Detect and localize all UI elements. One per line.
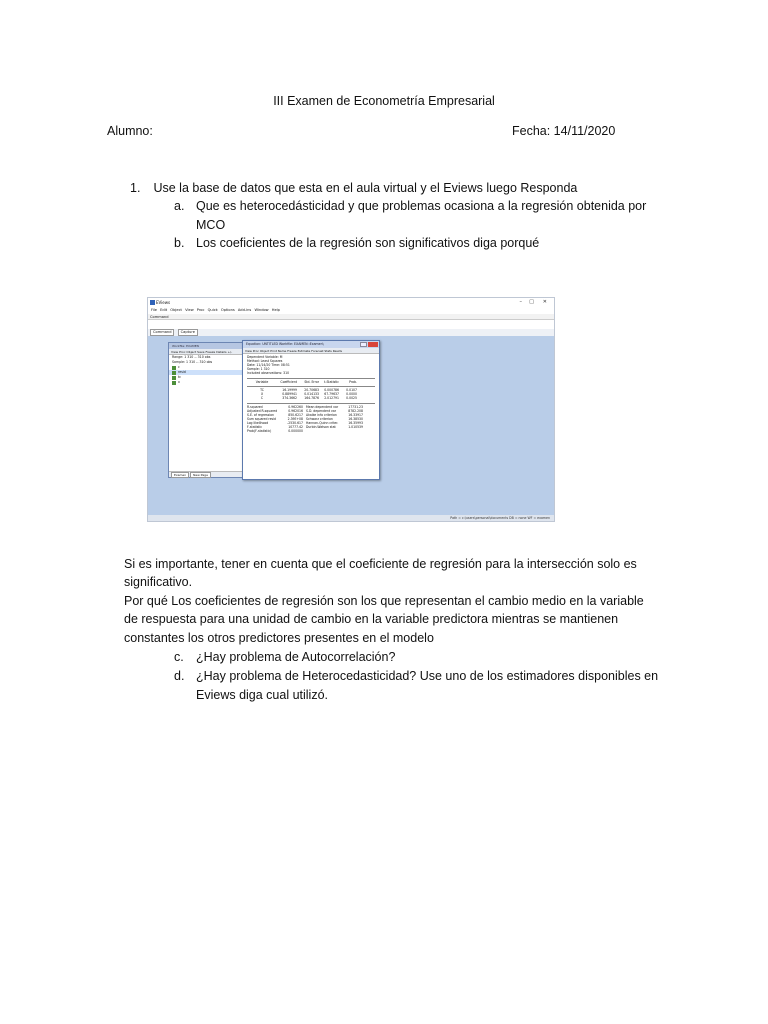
cell: Prob(F-statistic): [247, 428, 272, 433]
cell: 67.79637: [324, 392, 339, 397]
cell: 0.014133: [304, 392, 319, 397]
answer-line-3: Por qué Los coeficientes de regresión son los que representan el cambio medio en la variable: [124, 594, 644, 608]
question-b-text: Los coeficientes de la regresión son significativos diga porqué: [196, 236, 540, 250]
cell: 10777.42: [288, 424, 303, 429]
cell: Durbin-Watson stat: [306, 424, 336, 429]
cell: 0.962260: [288, 405, 303, 410]
question-b-label: b.: [174, 236, 185, 250]
series-icon: [172, 376, 176, 380]
tab-examen[interactable]: Examen: [171, 472, 189, 478]
answer-line-2: significativo.: [124, 575, 193, 589]
equation-title: Equation: UNTITLED Workfile: EXAMEN::Examen\: [246, 342, 324, 346]
question-a-label: a.: [174, 199, 185, 213]
question-d: [174, 669, 659, 683]
question-d-line2: Eviews diga cual utilizó.: [196, 688, 329, 702]
cell: 16.19999: [282, 388, 297, 393]
tab-command[interactable]: Command: [150, 329, 174, 336]
cell: 16.38530: [348, 416, 363, 421]
list-item-label: resid: [178, 370, 186, 374]
eviews-logo-icon: [150, 300, 155, 305]
cell: 8782.208: [348, 409, 363, 414]
maximize-icon[interactable]: □: [529, 299, 534, 305]
workfile-page-tabs: [169, 471, 249, 477]
workfile-range: Range: 1 310 -- 310 obs: [172, 355, 211, 359]
minimize-icon[interactable]: –: [519, 299, 522, 305]
stats-row: [247, 430, 375, 434]
answer-line-1: Si es importante, tener en cuenta que el coeficiente de regresión para la intersección solo es: [124, 557, 637, 571]
window-close-icon[interactable]: [368, 342, 378, 347]
eviews-menu-bar[interactable]: File Edit Object View Proc Quick Options Add-ins Window Help: [148, 307, 554, 314]
eviews-screenshot: [147, 297, 555, 522]
equation-window[interactable]: [242, 340, 380, 480]
eviews-title-bar: [148, 298, 554, 307]
tab-new-page[interactable]: New Page: [190, 472, 211, 478]
window-minimize-icon[interactable]: [360, 342, 367, 347]
command-tabs: [148, 329, 554, 336]
cell: Schwarz criterion: [306, 416, 333, 421]
equation-output: [243, 354, 379, 436]
answer-line-4: de respuesta para una unidad de cambio en la variable predictora mientras se mantienen: [124, 612, 619, 626]
tab-capture[interactable]: Capture: [178, 329, 198, 336]
col-header: t-Statistic: [324, 379, 339, 384]
page-title: III Examen de Econometría Empresarial: [273, 94, 495, 108]
cell: 2.012791: [324, 396, 339, 401]
question-a-line2: MCO: [196, 218, 226, 232]
list-item-label: c: [178, 365, 180, 369]
cell: 850.6217: [288, 412, 303, 417]
list-item-label: tc: [178, 375, 182, 379]
cell: S.E. of regression: [247, 412, 274, 417]
coef-icon: [172, 366, 176, 370]
cell: 2.39E+08: [287, 416, 303, 421]
question-a: [174, 199, 647, 213]
list-item-label: x: [178, 380, 180, 384]
question-c-label: c.: [174, 650, 184, 664]
output-line: Date: 11/14/20 Time: 08:51: [247, 362, 290, 367]
date-label: Fecha: 14/11/2020: [512, 124, 616, 138]
answer-line-5: constantes los otros predictores presentes en el modelo: [124, 631, 434, 645]
cell: 0.000786: [324, 388, 339, 393]
cell: X: [260, 392, 264, 397]
cell: 17731.23: [348, 405, 363, 410]
output-line: Dependent Variable: M: [247, 355, 283, 359]
cell: 0.0107: [346, 388, 357, 393]
question-1-text: Use la base de datos que esta en el aula virtual y el Eviews luego Responda: [153, 181, 578, 195]
series-icon: [172, 381, 176, 385]
cell: Hannan-Quinn criter.: [306, 420, 339, 425]
cell: 0.889941: [282, 392, 297, 397]
table-row: [247, 397, 375, 401]
equation-toolbar[interactable]: View Proc Object Print Name Freeze Estimate Forecast Stats Resids: [243, 348, 379, 354]
col-header: Prob.: [349, 379, 357, 384]
cell: Akaike info criterion: [306, 412, 337, 417]
list-item[interactable]: [169, 380, 249, 385]
output-line: Sample: 1 310: [247, 366, 270, 371]
student-label: Alumno:: [107, 124, 153, 138]
cell: S.D. dependent var: [306, 409, 337, 414]
cell: 0.000000: [288, 428, 303, 433]
cell: Mean dependent var: [306, 405, 339, 410]
cell: C: [260, 396, 264, 401]
cell: Adjusted R-squared: [247, 409, 278, 414]
question-1: [130, 181, 577, 195]
question-a-line1: Que es heterocedásticidad y que problemas ocasiona a la regresión obtenida por: [196, 199, 647, 213]
series-icon: [172, 371, 176, 375]
cell: 16.33917: [348, 412, 363, 417]
cell: 0.0025: [346, 396, 357, 401]
col-header: Variable: [255, 379, 269, 384]
col-header: Coefficient: [280, 379, 297, 384]
question-c: [174, 650, 396, 664]
cell: TC: [260, 388, 264, 393]
cell: 16.35993: [348, 420, 363, 425]
workfile-window[interactable]: [168, 342, 250, 478]
cell: 20.70683: [304, 388, 319, 393]
equation-title-bar: [243, 341, 379, 348]
workfile-title-bar: Workfile: EXAMEN: [169, 343, 249, 349]
cell: 374.3662: [282, 396, 297, 401]
question-b: [174, 236, 540, 250]
command-input[interactable]: [148, 320, 554, 329]
command-window-label: Command: [148, 314, 554, 320]
eviews-app-title: EViews: [156, 300, 171, 305]
question-1-number: 1.: [130, 181, 141, 195]
cell: R-squared: [247, 405, 263, 410]
output-line: Method: Least Squares: [247, 358, 283, 363]
output-line: Included observations: 310: [247, 370, 290, 375]
cell: Log likelihood: [247, 420, 269, 425]
cell: -2530.617: [287, 420, 303, 425]
cell: Sum squared resid: [247, 416, 276, 421]
status-bar: Path = c:\users\personal\documents DB = none WF = examen: [148, 515, 554, 521]
workfile-toolbar[interactable]: View Proc Object Save Freeze Details +/-: [169, 349, 249, 355]
workfile-sample: Sample: 1 310 -- 310 obs: [172, 360, 213, 364]
cell: 1.010539: [348, 424, 363, 429]
question-d-label: d.: [174, 669, 185, 683]
table-header: [247, 381, 375, 385]
col-header: Std. Error: [304, 379, 319, 384]
question-c-text: ¿Hay problema de Autocorrelación?: [196, 650, 396, 664]
question-d-line1: ¿Hay problema de Heterocedasticidad? Use uno de los estimadores disponibles en: [196, 669, 659, 683]
cell: 0.0000: [346, 392, 357, 397]
close-icon[interactable]: ✕: [542, 299, 547, 305]
cell: 0.962016: [288, 409, 303, 414]
cell: F-statistic: [247, 424, 263, 429]
cell: 164.7876: [304, 396, 319, 401]
